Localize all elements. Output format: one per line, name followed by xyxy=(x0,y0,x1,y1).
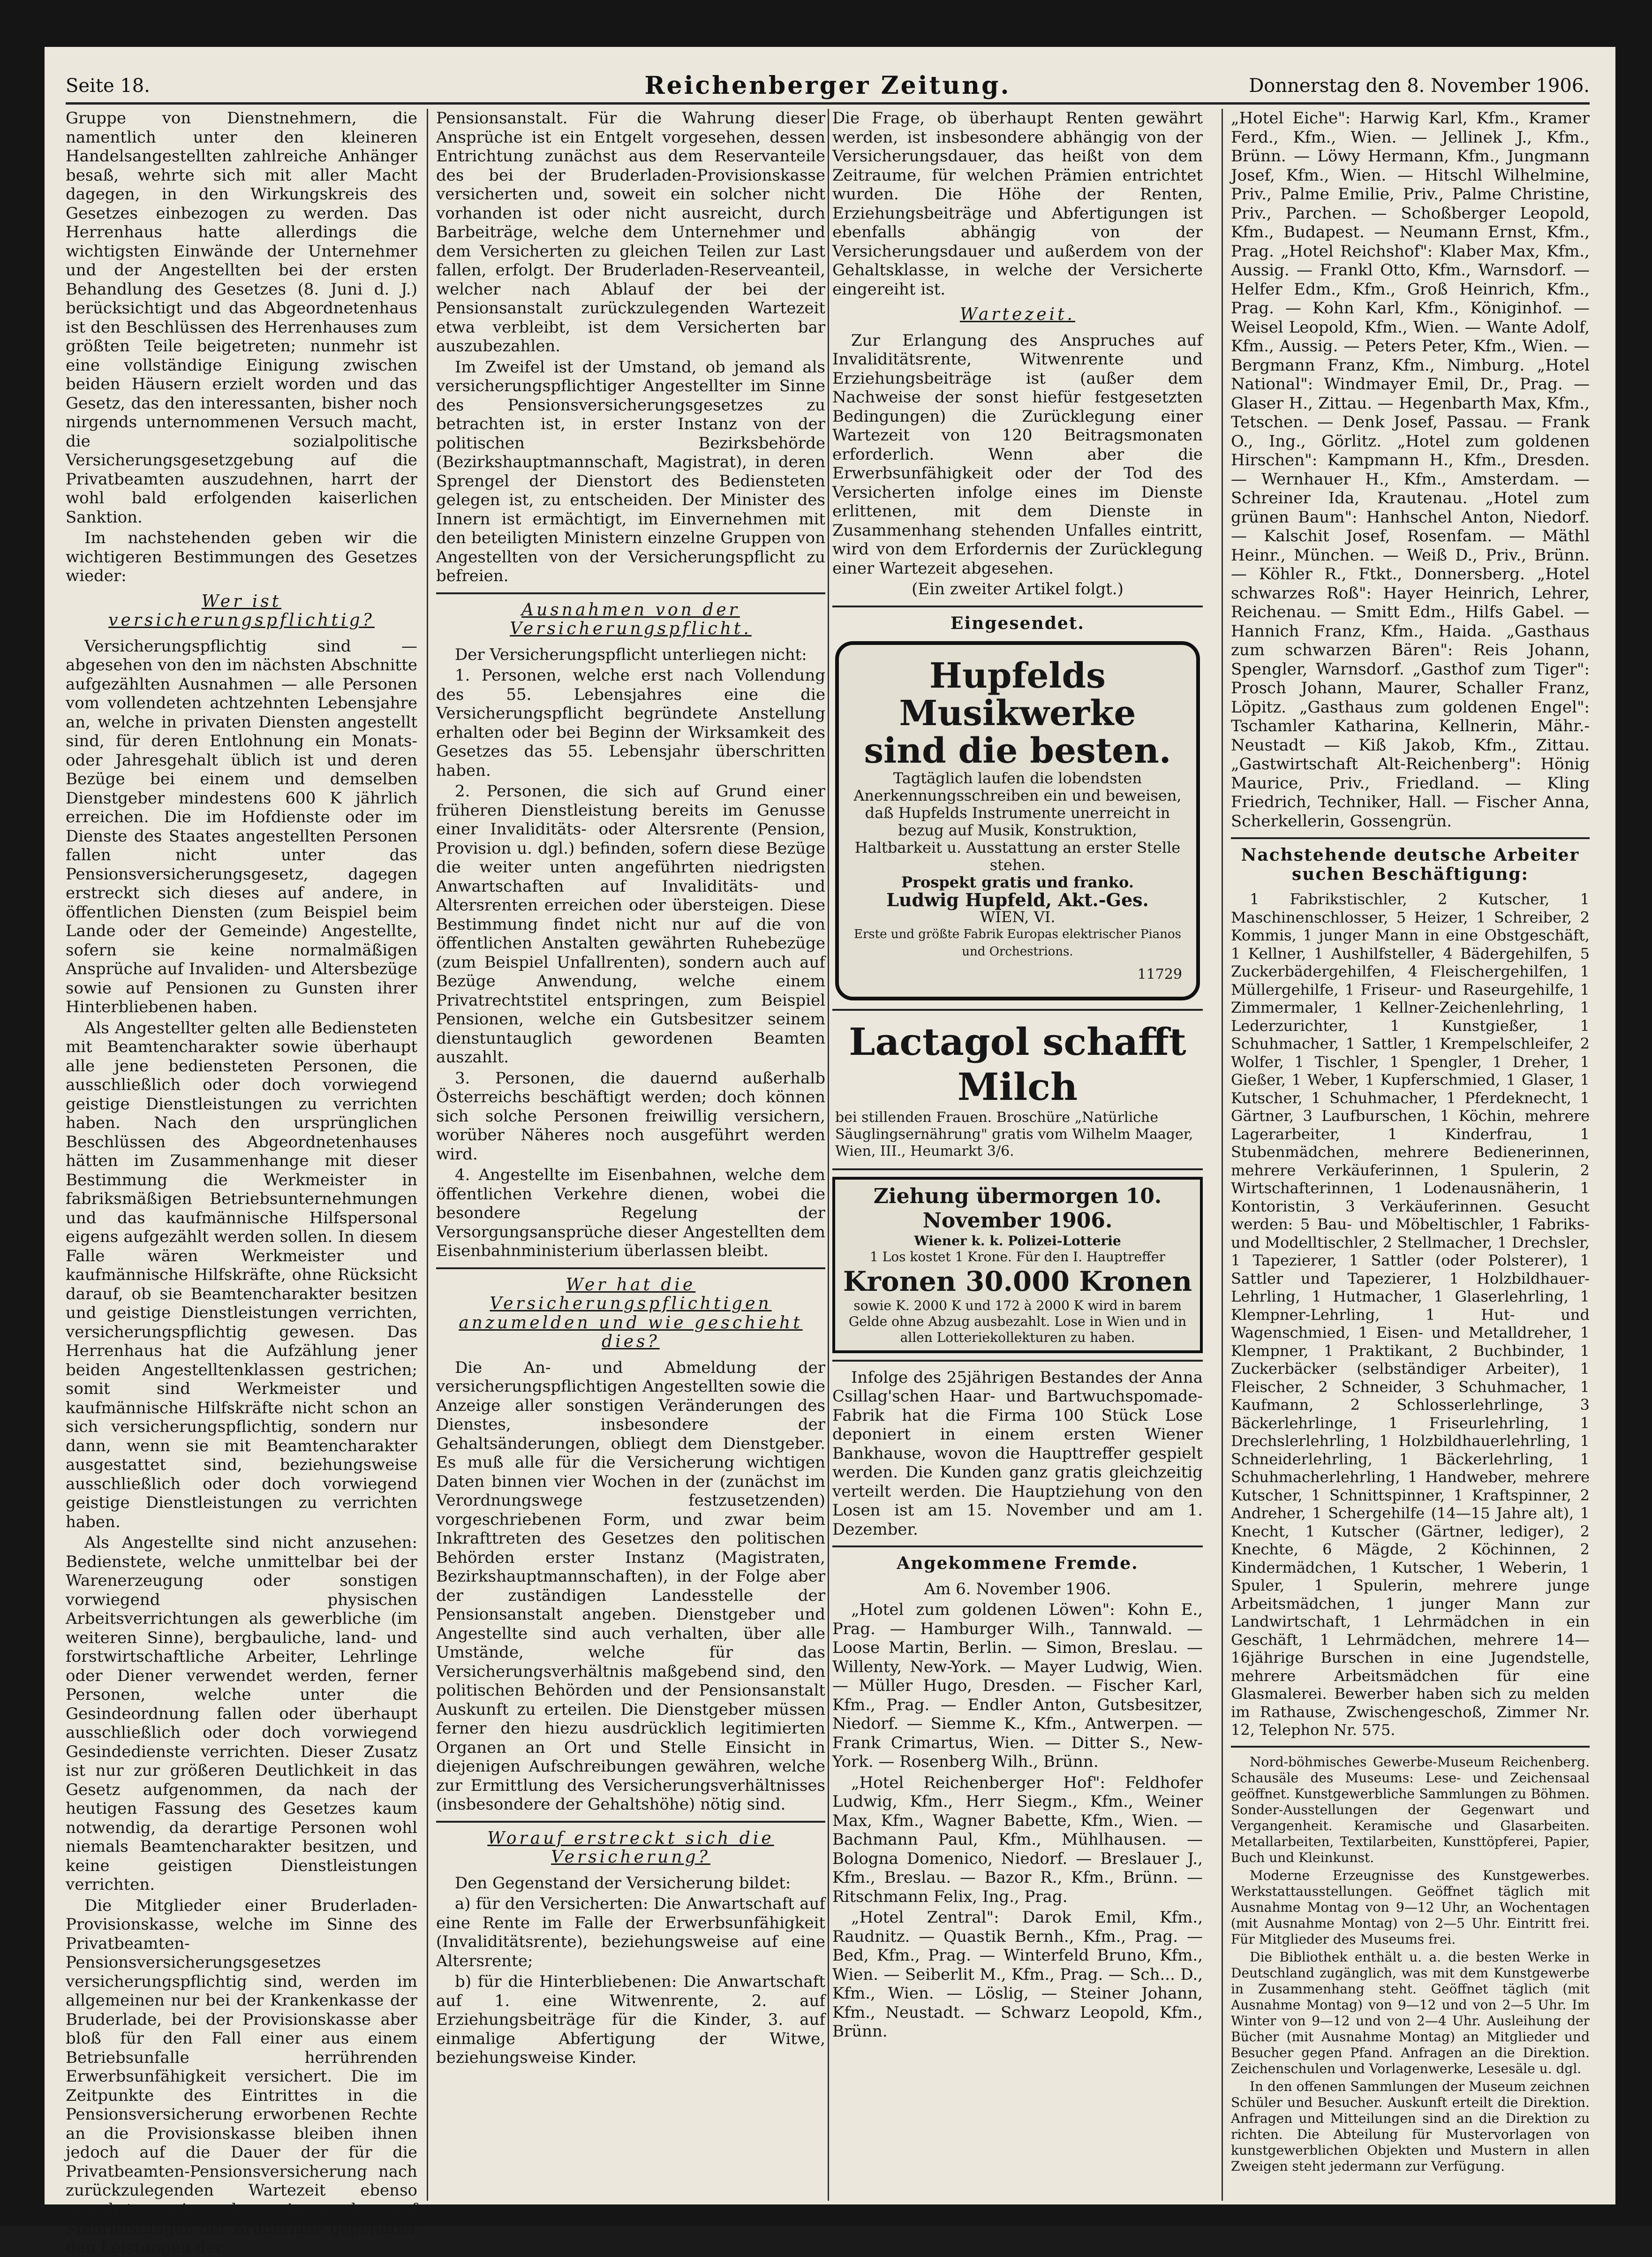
paragraph: Die Mitglieder einer Bruderladen-Provisionskasse, welche im Sinne des Privatbeamten-Pensionsversicherungsgesetzes versicherungspflichtig sind, werden im allgemeinen nur bei der Krankenkasse der Bruderlade, bei der Provisionskasse aber bloß für den Fall einer aus einem Betriebsunfalle herrührenden Erwerbsunfähigkeit versichert. Die im Zeitpunkte des Eintrittes in die Pensionsversicherung erworbenen Rechte an die Provisionskasse bleiben ihnen jedoch auf die Dauer der für die Privatbeamten-Pensionsversicherung nach zurückzulegenden Wartezeit ebenso gewahrt, wie der Anspruch auf Mehrleistungen der Bruderlade gegenüber den Leistungen der xyxy=(66,1896,417,2257)
ad-body: bei stillenden Frauen. Broschüre „Natürliche Säuglingsernährung" gratis vom Wilhelm Maager, Wien, III., Heumarkt 3/6. xyxy=(835,1109,1200,1160)
lottery-advertisement xyxy=(832,1177,1203,1353)
page-header xyxy=(66,69,1590,105)
divider xyxy=(1231,837,1590,839)
paragraph: Die An- und Abmeldung der versicherungspflichtigen Angestellten sowie die Anzeige aller sonstigen Veränderungen des Dienstes, insbesondere der Gehaltsänderungen, obliegt dem Dienstgeber. Es muß alle für die Versicherung wichtigen Daten binnen vier Wochen in der (zunächst im Verordnungswege festzusetzenden) vorgeschriebenen Form, und zwar beim Inkrafttreten des Gesetzes den politischen Behörden erster Instanz (Magistraten, Bezirkshauptmannschaften), in der Folge aber der zuständigen Landesstelle der Pensionsanstalt angeben. Dienstgeber und Angestellte sind auch verhalten, über alle Umstände, welche für das Versicherungsverhältnis maßgebend sind, den politischen Behörden und der Pensionsanstalt Auskunft zu erteilen. Die Dienstgeber müssen ferner den hiezu ausdrücklich legitimierten Organen an Ort und Stelle Einsicht in diejenigen Aufschreibungen gewähren, welche zur Ermittlung des Versicherungsverhältnisses (insbesondere der Gehaltshöhe) nötig sind. xyxy=(436,1358,825,1814)
date-line: Am 6. November 1906. xyxy=(832,1580,1203,1599)
divider xyxy=(436,1821,825,1823)
column-1 xyxy=(66,109,417,2191)
column-rule xyxy=(427,109,428,2201)
section-heading: Wer ist versicherungspflichtig? xyxy=(66,592,417,630)
section-heading: Angekommene Fremde. xyxy=(832,1554,1203,1573)
paragraph: „Hotel Reichenberger Hof": Feldhofer Ludwig, Kfm., Herr Siegm., Kfm., Weiner Max, Kfm., Wagner Babette, Kfm., Wien. — Bachmann Paul, Kfm., Mühlhausen. — Bologna Domenico, Niedorf. — Breslauer J., Kfm., Breslau. — Bazor R., Kfm., Brünn. — Ritschmann Felix, Ing., Prag. xyxy=(832,1773,1203,1907)
divider xyxy=(832,1168,1203,1170)
divider xyxy=(832,606,1203,607)
section-heading: Worauf erstreckt sich die Versicherung? xyxy=(436,1829,825,1867)
ad-city: WIEN, VI. xyxy=(853,909,1182,926)
paragraph: 4. Angestellte im Eisenbahnen, welche dem öffentlichen Verkehre dienen, wobei die besondere Regelung der Versorgungsansprüche dieser Angestellten dem Eisenbahnministerium überlassen bleibt. xyxy=(436,1166,825,1261)
ad-subheading: Wiener k. k. Polizei-Lotterie xyxy=(840,1233,1195,1249)
notice: Nord-böhmisches Gewerbe-Museum Reichenberg. Schausäle des Museums: Lese- und Zeichensaal geöffnet. Kunstgewerbliche Sammlungen zu Böhmen. Sonder-Ausstellungen der Gegenwart und Vergangenheit. Keramische und Glasarbeiten. Metallarbeiten, Textilarbeiten, Kunsttöpferei, Papier, Buch und Kleinkunst. xyxy=(1231,1754,1590,1866)
scan-border-left xyxy=(0,0,45,2226)
column-3 xyxy=(832,109,1203,2191)
ad-headline: sind die besten. xyxy=(853,732,1182,770)
newspaper-title: Reichenberger Zeitung. xyxy=(66,71,1590,100)
paragraph: Als Angestellter gelten alle Bediensteten mit Beamtencharakter sowie überhaupt alle jene bediensteten Personen, die ausschließlich oder doch vorwiegend geistige Dienstleistungen zu verrichten haben. Nach den ursprünglichen Beschlüssen des Abgeordnetenhauses hätten im Zusammenhange mit dieser Bestimmung die Werkmeister in fabriksmäßigen Betriebsunternehmungen und das kaufmännische Hilfspersonal eigens aufgezählt werden sollen. In diesem Falle wären Werkmeister und kaufmännische Hilfskräfte, ohne Rücksicht darauf, ob sie Beamtencharakter besitzen und geistige Dienstleistungen verrichten, versicherungspflichtig gewesen. Das Herrenhaus hat die Aufzählung jener beiden Angestelltenklassen gestrichen; somit sind Werkmeister und kaufmännische Hilfskräfte nicht schon an sich versicherungspflichtig, sondern nur dann, wenn sie mit Beamtencharakter ausgestattet sind, beziehungsweise ausschließlich oder doch vorwiegend geistige Dienstleistungen zu verrichten haben. xyxy=(66,1019,417,1532)
scan-border-right xyxy=(1615,0,1652,2226)
paragraph: Im nachstehenden geben wir die wichtigeren Bestimmungen des Gesetzes wieder: xyxy=(66,529,417,586)
paragraph: b) für die Hinterbliebenen: Die Anwartschaft auf 1. eine Witwenrente, 2. auf Erziehungsbeiträge für die Kinder, 3. auf einmalige Abfertigung der Witwe, beziehungsweise Kinder. xyxy=(436,1972,825,2068)
section-heading: Nachstehende deutsche Arbeiter suchen Beschäftigung: xyxy=(1231,846,1590,884)
column-rule xyxy=(828,109,829,2201)
ad-prize: Kronen 30.000 Kronen xyxy=(840,1265,1195,1298)
paragraph: 1 Fabrikstischler, 2 Kutscher, 1 Maschinenschlosser, 5 Heizer, 1 Schreiber, 2 Kommis, 1 junger Mann in eine Obstgeschäft, 1 Kellner, 1 Aushilfsteller, 4 Bädergehilfen, 5 Zuckerbädergehilfen, 4 Fleischergehilfen, 1 Müllergehilfe, 1 Friseur- und Raseurgehilfe, 1 Zimmermaler, 1 Kellner-Zeichenlehrling, 1 Lederzurichter, 1 Kunstgießer, 1 Schuhmacher, 1 Sattler, 1 Krempelschleifer, 2 Wolfer, 1 Tischler, 1 Spengler, 1 Dreher, 1 Gießer, 1 Weber, 1 Kupferschmied, 1 Glaser, 1 Kutscher, 1 Schuhmacher, 1 Pferdeknecht, 1 Gärtner, 3 Laufburschen, 1 Köchin, mehrere Lagerarbeiter, 1 Kinderfrau, 1 Stubenmädchen, mehrere Bedienerinnen, mehrere Verkäuferinnen, 1 Spulerin, 2 Wirtschafterinnen, 1 Lodenausnäherin, 1 Kontoristin, 3 Verkäuferinnen. Gesucht werden: 5 Bau- und Möbeltischler, 1 Fabriks- und Modelltischler, 2 Stellmacher, 1 Drechsler, 1 Tapezierer, 1 Sattler (oder Polsterer), 1 Sattler und Tapezierer, 1 Holzbildhauer-Lehrling, 1 Hutmacher, 1 Glaserlehrling, 1 Klempner-Lehrling, 1 Hut- und Wagenschmied, 1 Eisen- und Metalldreher, 1 Klempner, 1 Praktikant, 2 Buchbinder, 1 Zuckerbäcker (selbständiger Arbeiter), 1 Fleischer, 2 Schneider, 3 Schuhmacher, 1 Kaufmann, 2 Schlosserlehrlinge, 3 Bäckerlehrlinge, 1 Friseurlehrling, 1 Drechslerlehrling, 1 Holzbildhauerlehrling, 1 Schneiderlehrling, 1 Bäckerlehrling, 1 Schuhmacherlehrling, 1 Handweber, mehrere Kutscher, 1 Schnittspinner, 1 Kraftspinner, 2 Andreher, 1 Schergehilfe (14—15 Jahre alt), 1 Knecht, 1 Kutscher (Gärtner, lediger), 2 Knechte, 6 Mägde, 2 Köchinnen, 2 Kindermädchen, 1 Kutscher, 1 Weberin, 1 Spuler, 1 Spulerin, mehrere junge Arbeitsmädchen, 1 junger Mann zur Landwirtschaft, 1 Lehrmädchen in ein Geschäft, 1 Lehrmädchen, mehrere 14—16jährige Burschen in eine Jugendstelle, mehrere Arbeitsmädchen für eine Glasmalerei. Bewerber haben sich zu melden im Rathause, Zwischengeschoß, Zimmer Nr. 12, Telephon Nr. 575. xyxy=(1231,890,1590,1739)
paragraph: 2. Personen, die sich auf Grund einer früheren Dienstleistung bereits im Genusse einer Invaliditäts- oder Altersrente (Pension, Provision u. dgl.) befinden, sofern diese Bezüge die weiter unten angeführten niedrigsten Anwartschaften auf Invaliditäts- und Altersrenten erreichen oder übersteigen. Diese Bestimmung findet nicht nur auf die von öffentlichen Anstalten gewährten Ruhebezüge (zum Beispiel Unfallrenten), sondern auch auf Bezüge Anwendung, welche einem Privatrechtstitel entspringen, zum Beispiel Pensionen, welche ein Gutsbesitzer seinem dienstuntauglich gewordenen Beamten auszahlt. xyxy=(436,782,825,1067)
paragraph: „Hotel zum goldenen Löwen": Kohn E., Prag. — Hamburger Wilh., Tannwald. — Loose Martin, Berlin. — Simon, Breslau. — Willenty, New-York. — Mayer Ludwig, Wien. — Müller Hugo, Dresden. — Fischer Karl, Kfm., Prag. — Endler Anton, Gutsbesitzer, Niedorf. — Siemme K., Kfm., Antwerpen. — Frank Crimartus, Wien. — Ditter S., New-York. — Rosenberg Wilh., Brünn. xyxy=(832,1600,1203,1772)
paragraph: Versicherungspflichtig sind — abgesehen von den im nächsten Abschnitte aufgezählten Ausnahmen — alle Personen vom vollendeten achtzehnten Lebensjahre an, welche in privaten Diensten angestellt sind, für deren Entlohnung ein Monats- oder Jahresgehalt üblich ist und deren Bezüge bei einem und demselben Dienstgeber mindestens 600 K jährlich erreichen. Die im Hofdienste oder im Dienste des Staates angestellten Personen fallen nicht unter das Pensionsversicherungsgesetz, dagegen erstreckt sich dieses auf andere, in öffentlichen Diensten (zum Beispiel beim Lande oder der Gemeinde) Angestellte, sofern sie keine normalmäßigen Ansprüche auf Invaliden- und Altersbezüge sowie auf Pensionen zu Gunsten ihrer Hinterbliebenen haben. xyxy=(66,637,417,1017)
ad-body: sowie K. 2000 K und 172 à 2000 K wird in barem Gelde ohne Abzug ausbezahlt. Lose in Wien und in allen Lotteriekollekturen zu haben. xyxy=(840,1298,1195,1346)
paragraph: Den Gegenstand der Versicherung bildet: xyxy=(436,1874,825,1893)
paragraph: Infolge des 25jährigen Bestandes der Anna Csillag'schen Haar- und Bartwuchspomade-Fabrik hat die Firma 100 Stück Lose deponiert in einem ersten Wiener Bankhause, wovon die Haupttreffer gespielt werden. Die Kunden ganz gratis gleichzeitig verteilt werden. Die Hauptziehung von den Losen ist am 15. November und am 1. Dezember. xyxy=(832,1368,1203,1539)
notice: Die Bibliothek enthält u. a. die besten Werke in Deutschland zugänglich, was mit dem Kunstgewerbe in Zusammenhang steht. Geöffnet täglich (mit Ausnahme Montag) von 9—12 und von 2—5 Uhr. Im Winter von 9—12 und von 2—4 Uhr. Ausleihung der Bücher (mit Ausnahme Montag) an Mitglieder und Besucher gegen Pfand. Anfragen an die Direktion. Zeichenschulen und Vorlagenwerke, Lesesäle u. dgl. xyxy=(1231,1949,1590,2077)
lactagol-advertisement xyxy=(832,1017,1203,1162)
paragraph: a) für den Versicherten: Die Anwartschaft auf eine Rente im Falle der Erwerbsunfähigkeit (Invaliditätsrente), beziehungsweise auf eine Altersrente; xyxy=(436,1894,825,1970)
divider xyxy=(436,1267,825,1269)
column-4 xyxy=(1231,109,1590,2191)
ad-firm: Ludwig Hupfeld, Akt.-Ges. xyxy=(853,891,1182,909)
hupfeld-advertisement xyxy=(835,641,1200,1000)
paragraph: „Hotel Zentral": Darok Emil, Kfm., Raudnitz. — Quastik Bernh., Kfm., Prag. — Bed, Kfm., Prag. — Winterfeld Bruno, Kfm., Wien. — Seiberlit M., Kfm., Prag. — Sch... D., Kfm., Wien. — Löslig, — Steiner Johann, Kfm., Neustadt. — Schwarz Leopold, Kfm., Brünn. xyxy=(832,1908,1203,2041)
paragraph: Im Zweifel ist der Umstand, ob jemand als versicherungspflichtiger Angestellter im Sinne des Pensionsversicherungsgesetzes zu betrachten ist, in erster Instanz von der politischen Bezirksbehörde (Bezirkshauptmannschaft, Magistrat), in deren Sprengel der Dienstort des Bediensteten gelegen ist, zu entscheiden. Der Minister des Innern ist ermächtigt, im Einvernehmen mit den beteiligten Ministern einzelne Gruppen von Angestellten von der Versicherungspflicht zu befreien. xyxy=(436,358,825,586)
paragraph: 1. Personen, welche erst nach Vollendung des 55. Lebensjahres eine die Versicherungspflicht begründete Anstellung erhalten oder bei Beginn der Wirksamkeit des Gesetzes das 55. Lebensjahr überschritten haben. xyxy=(436,666,825,780)
scan-border-top xyxy=(0,0,1652,47)
column-rule xyxy=(1222,109,1223,2201)
ad-number: 11729 xyxy=(853,965,1182,985)
paragraph: 3. Personen, die dauernd außerhalb Österreichs beschäftigt werden; doch können sich solche Personen freiwillig versichern, worüber Näheres noch ausgeführt werden wird. xyxy=(436,1069,825,1164)
ad-headline: Lactagol schafft Milch xyxy=(835,1019,1200,1109)
divider xyxy=(832,1009,1203,1011)
continuation-note: (Ein zweiter Artikel folgt.) xyxy=(832,580,1203,599)
page-number: Seite 18. xyxy=(66,75,150,97)
column-2 xyxy=(436,109,825,2191)
section-heading: Eingesendet. xyxy=(832,614,1203,633)
ad-prospect: Prospekt gratis und franko. xyxy=(853,874,1182,891)
section-heading: Wartezeit. xyxy=(832,305,1203,325)
divider xyxy=(436,592,825,594)
ad-tagline: Erste und größte Fabrik Europas elektrischer Pianos und Orchestrions. xyxy=(853,926,1182,961)
issue-date: Donnerstag den 8. November 1906. xyxy=(1249,75,1590,97)
divider xyxy=(832,1360,1203,1362)
notice: In den offenen Sammlungen der Museum zeichnen Schüler und Besucher. Auskunft erteilt die Direktion. Anfragen und Mitteilungen sind an die Direktion zu richten. Die Abteilung für Mustervorlagen von kunstgewerblichen Objekten und Mustern in allen Zweigen steht jedermann zur Verfügung. xyxy=(1231,2079,1590,2174)
paragraph: Pensionsanstalt. Für die Wahrung dieser Ansprüche ist ein Entgelt vorgesehen, dessen Entrichtung zunächst aus dem Reservanteile des bei der Bruderladen-Provisionskasse versicherten und, soweit ein solcher nicht vorhanden ist oder nicht ausreicht, durch Barbeiträge, welche dem Unternehmer und dem Versicherten zu gleichen Teilen zur Last fallen, erfolgt. Der Bruderladen-Reserveanteil, welcher nach Ablauf der bei der Pensionsanstalt zurückzulegenden Wartezeit etwa verbleibt, ist dem Versicherten bar auszubezahlen. xyxy=(436,109,825,356)
ad-headline: Ziehung übermorgen 10. November 1906. xyxy=(840,1184,1195,1233)
divider xyxy=(1231,1746,1590,1748)
divider xyxy=(832,1545,1203,1547)
paragraph: „Hotel Eiche": Harwig Karl, Kfm., Kramer Ferd., Kfm., Wien. — Jellinek J., Kfm., Brünn. — Löwy Hermann, Kfm., Jungmann Josef, Kfm., Wien. — Hitschl Wilhelmine, Priv., Palme Emilie, Priv., Palme Christine, Priv., Parchen. — Schoßberger Leopold, Kfm., Budapest. — Neumann Ernst, Kfm., Prag. „Hotel Reichshof": Klaber Max, Kfm., Aussig. — Frankl Otto, Kfm., Warnsdorf. — Helfer Edm., Kfm., Groß Heinrich, Kfm., Prag. — Kohn Karl, Kfm., Königinhof. — Weisel Leopold, Kfm., Wien. — Wante Adolf, Kfm., Aussig. — Peters Peter, Kfm., Wien. — Bergmann Franz, Kfm., Nimburg. „Hotel National": Windmayer Emil, Dr., Prag. — Glaser H., Zittau. — Hegenbarth Max, Kfm., Tetschen. — Denk Josef, Passau. — Frank O., Ing., Görlitz. „Hotel zum goldenen Hirschen": Kampmann H., Kfm., Dresden. — Wernhauer H., Kfm., Amsterdam. — Schreiner Ida, Krautenau. „Hotel zum grünen Baum": Hanhschel Anton, Niedorf. — Kalschit Josef, Rosenfam. — Mäthl Heinr., München. — Weiß D., Priv., Brünn. — Köhler R., Ftkt., Donnersberg. „Hotel schwarzes Roß": Hayer Heinrich, Lehrer, Reichenau. — Smitt Edm., Hilfs Gabel. — Hannich Franz, Kfm., Haida. „Gasthaus zum schwarzen Bären": Reis Johann, Spengler, Warnsdorf. „Gasthof zum Tiger": Prosch Johann, Maurer, Schaller Franz, Löpitz. „Gasthaus zum goldenen Engel": Tschamler Katharina, Kellnerin, Mähr.-Neustadt — Kiß Jakob, Kfm., Zittau. „Gastwirtschaft Alt-Reichenberg": Hönig Maurice, Priv., Friedland. — Kling Friedrich, Techniker, Hall. — Fischer Anna, Scherkellerin, Gossengrün. xyxy=(1231,109,1590,831)
notice: Moderne Erzeugnisse des Kunstgewerbes. Werkstattausstellungen. Geöffnet täglich mit Ausnahme Montag von 9—12 Uhr, an Wochentagen (mit Ausnahme Montag) von 2—5 Uhr. Eintritt frei. Für Mitglieder des Museums frei. xyxy=(1231,1868,1590,1947)
paragraph: Zur Erlangung des Anspruches auf Invaliditätsrente, Witwenrente und Erziehungsbeiträge ist (außer dem Nachweise der sonst hiefür festgesetzten Bedingungen) die Zurücklegung einer Wartezeit von 120 Beitragsmonaten erforderlich. Wenn aber die Erwerbsunfähigkeit oder der Tod des Versicherten infolge eines im Dienste erlittenen, mit dem Dienste in Zusammenhang stehenden Unfalles eintritt, wird von dem Erfordernis der Zurücklegung einer Wartezeit abgesehen. xyxy=(832,331,1203,578)
paragraph: Als Angestellte sind nicht anzusehen: Bedienstete, welche unmittelbar bei der Warenerzeugung oder sonstigen vorwiegend physischen Arbeitsverrichtungen als gewerbliche (im weiteren Sinne), bergbauliche, land- und forstwirtschaftliche Arbeiter, Lehrlinge oder Diener verwendet werden, ferner Personen, welche unter die Gesindeordnung fallen oder überhaupt ausschließlich oder doch vorwiegend Gesindedienste verrichten. Dieser Zusatz ist nur zur größeren Deutlichkeit in das Gesetz aufgenommen, da nach der heutigen Fassung des Gesetzes kaum notwendig, da derartige Personen wohl niemals Beamtencharakter besitzen, und keine geistigen Dienstleistungen verrichten. xyxy=(66,1533,417,1894)
ad-subheading: 1 Los kostet 1 Krone. Für den I. Hauptreffer xyxy=(840,1249,1195,1265)
ad-headline: Hupfelds Musikwerke xyxy=(853,657,1182,732)
paragraph: Der Versicherungspflicht unterliegen nicht: xyxy=(436,645,825,665)
section-heading: Wer hat die Versicherungspflichtigen anzumelden und wie geschieht dies? xyxy=(436,1276,825,1352)
paragraph: Gruppe von Dienstnehmern, die namentlich unter den kleineren Handelsangestellten zahlreiche Anhänger besaß, wehrte sich mit aller Macht dagegen, in den Wirkungskreis des Gesetzes einbezogen zu werden. Das Herrenhaus hatte allerdings die wichtigsten Einwände der Unternehmer und der Angestellten bei der ersten Behandlung des Gesetzes (8. Juni d. J.) berücksichtigt und das Abgeordnetenhaus ist den Beschlüssen des Herrenhauses zum größten Teile beigetreten; nunmehr ist eine vollständige Einigung zwischen beiden Häusern erzielt worden und das Gesetz, das den interessanten, bisher noch nirgends unternommenen Versuch macht, die sozialpolitische Versicherungsgesetzgebung auf die Privatbeamten auszudehnen, harrt der wohl bald erfolgenden kaiserlichen Sanktion. xyxy=(66,109,417,527)
section-heading: Ausnahmen von der Versicherungspflicht. xyxy=(436,601,825,639)
paragraph: Die Frage, ob überhaupt Renten gewährt werden, ist insbesondere abhängig von der Versicherungsdauer, das heißt von dem Zeitraume, für welchen Prämien entrichtet wurden. Die Höhe der Renten, Erziehungsbeiträge und Abfertigungen ist ebenfalls abhängig von der Versicherungsdauer und außerdem von der Gehaltsklasse, in welche der Versicherte eingereiht ist. xyxy=(832,109,1203,299)
ad-body: Tagtäglich laufen die lobendsten Anerkennungsschreiben ein und beweisen, daß Hupfelds Instrumente unerreicht in bezug auf Musik, Konstruktion, Haltbarkeit u. Ausstattung an erster Stelle stehen. xyxy=(853,770,1182,874)
